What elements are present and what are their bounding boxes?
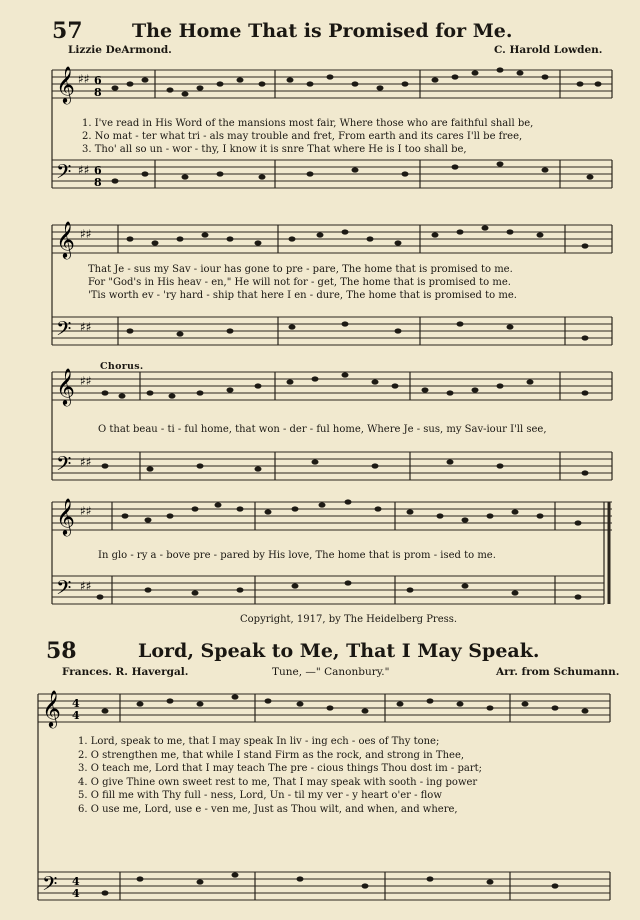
svg-text:6: 6 [94, 74, 102, 87]
lyric-line: 'Tis worth ev - 'ry hard - ship that here I en - dure, The home that is promised to me. [88, 290, 517, 301]
svg-text:♯♯: ♯♯ [80, 579, 92, 593]
hymn-57-title: The Home That is Promised for Me. [132, 20, 513, 42]
svg-text:4: 4 [72, 709, 80, 722]
hymn-58-number: 58 [46, 638, 77, 664]
hymn-58-tune: Tune, —" Canonbury." [272, 666, 390, 678]
svg-text:♯♯: ♯♯ [80, 374, 92, 388]
lyric-line: For "God's in His heav - en," He will not for - get, The home that is promised to me. [88, 277, 511, 288]
lyric-line: 5. O fill me with Thy full - ness, Lord, Un - til my ver - y heart o'er - flow [78, 790, 442, 801]
svg-text:𝄞: 𝄞 [56, 65, 75, 103]
svg-text:♯♯: ♯♯ [80, 504, 92, 518]
svg-text:𝄞: 𝄞 [56, 367, 75, 405]
lyric-line: 6. O use me, Lord, use e - ven me, Just as Thou wilt, and when, and where, [78, 803, 458, 815]
lyric-line: 1. Lord, speak to me, that I may speak In liv - ing ech - oes of Thy tone; [78, 736, 440, 747]
hymn-58-author: Frances. R. Havergal. [62, 666, 189, 678]
svg-text:𝄞: 𝄞 [42, 689, 61, 727]
svg-text:𝄞: 𝄞 [56, 220, 75, 258]
svg-text:4: 4 [72, 887, 80, 900]
hymn-57-verse-block-1 [82, 118, 533, 157]
lyric-line: 2. No mat - ter what tri - als may trouble and fret, From earth and its cares I'll be free, [82, 131, 523, 142]
lyric-line: 3. Tho' all so un - wor - thy, I know it is snre That where He is I too shall be, [82, 144, 467, 155]
chorus-lyric-line-2: In glo - ry a - bove pre - pared by His love, The home that is prom - ised to me. [98, 550, 496, 561]
svg-text:𝄢: 𝄢 [56, 576, 72, 604]
svg-text:4: 4 [72, 875, 80, 888]
svg-text:♯♯: ♯♯ [80, 227, 92, 241]
hymn-58-verse-block [78, 736, 482, 817]
lyric-line: 1. I've read in His Word of the mansions most fair, Where those who are faithful shall be, [82, 118, 534, 129]
hymn-58-composer: Arr. from Schumann. [496, 666, 620, 678]
lyric-line: 4. O give Thine own sweet rest to me, That I may speak with sooth - ing power [78, 776, 478, 788]
svg-text:♯♯: ♯♯ [80, 320, 92, 334]
hymn-57-author: Lizzie DeArmond. [68, 44, 172, 56]
lyric-line: 2. O strengthen me, that while I stand Firm as the rock, and strong in Thee, [78, 749, 465, 761]
svg-text:8: 8 [94, 86, 102, 99]
svg-text:𝄢: 𝄢 [56, 317, 72, 345]
chorus-lyric-line-1: O that beau - ti - ful home, that won - der - ful home, Where Je - sus, my Sav-iour I'll see, [98, 424, 547, 435]
lyric-line: That Je - sus my Sav - iour has gone to pre - pare, The home that is promised to me. [88, 264, 513, 275]
svg-text:𝄞: 𝄞 [56, 497, 75, 535]
svg-text:♯♯: ♯♯ [78, 163, 90, 177]
hymn-57-number: 57 [52, 18, 83, 44]
hymn-58-title: Lord, Speak to Me, That I May Speak. [138, 640, 540, 662]
svg-text:♯♯: ♯♯ [78, 72, 90, 86]
svg-text:8: 8 [94, 176, 102, 189]
svg-text:6: 6 [94, 164, 102, 177]
chorus-label: Chorus. [100, 361, 144, 372]
copyright-notice: Copyright, 1917, by The Heidelberg Press. [240, 614, 458, 625]
bass-staff-1 [52, 160, 612, 188]
hymn-57-verse-block-2 [88, 264, 517, 303]
svg-text:♯♯: ♯♯ [80, 455, 92, 469]
svg-text:𝄢: 𝄢 [56, 160, 72, 188]
svg-text:4: 4 [72, 697, 80, 710]
svg-text:𝄢: 𝄢 [56, 452, 72, 480]
lyric-line: 3. O teach me, Lord that I may teach The pre - cious things Thou dost im - part; [78, 763, 483, 774]
hymn-57-composer: C. Harold Lowden. [494, 44, 603, 56]
svg-text:𝄢: 𝄢 [42, 872, 58, 900]
